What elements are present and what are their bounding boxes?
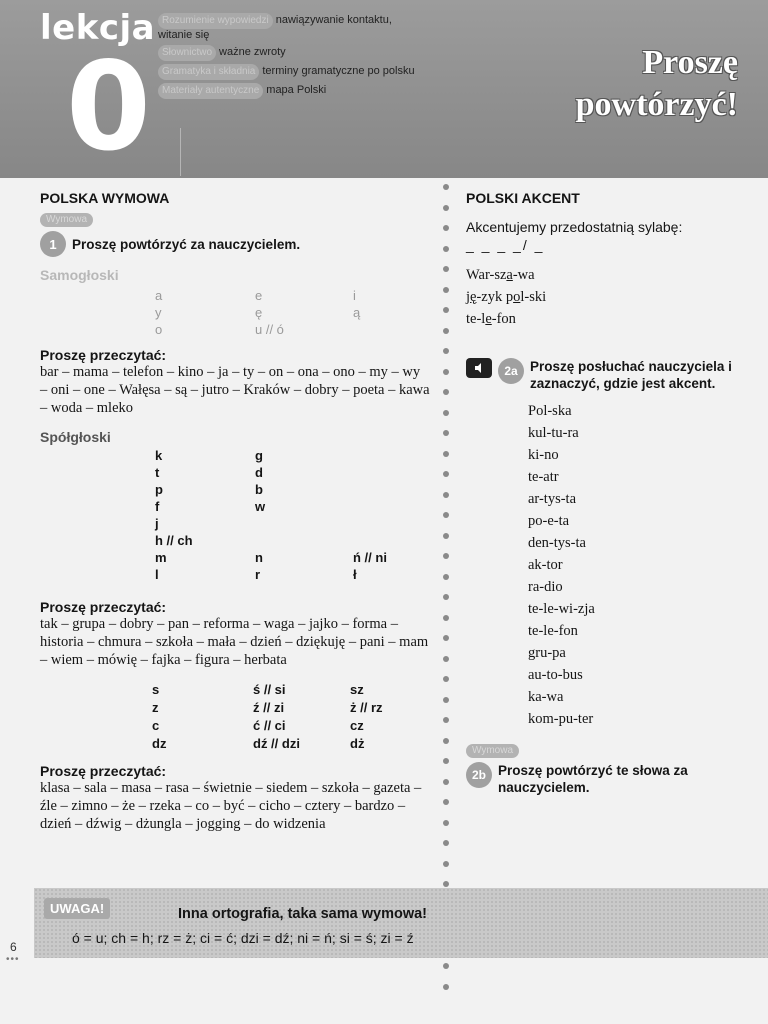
consonant: f [155, 499, 160, 514]
reading-heading: Proszę przeczytać: [40, 599, 167, 615]
section-title: POLSKI AKCENT [466, 190, 580, 206]
lesson-header [0, 0, 768, 178]
vowel: o [155, 322, 163, 337]
reading-text: bar – mama – telefon – kino – ja – ty – on – ona – ono – my – wy – oni – one – Wałęsa – są – jutro – Kraków – dobry – poeta – kawa – woda – mleko [40, 364, 430, 416]
word-item: te-atr [528, 469, 559, 485]
divider-dot [443, 533, 449, 539]
word-item: ak-tor [528, 557, 563, 573]
divider-dot [443, 287, 449, 293]
divider-dot [443, 574, 449, 580]
consonant: r [255, 567, 261, 582]
note-tag: UWAGA! [44, 898, 110, 919]
word-item: au-to-bus [528, 667, 583, 683]
vowel: y [155, 305, 162, 320]
vowels-grid [40, 289, 430, 339]
word-item: te-le-fon [528, 623, 578, 639]
consonant: z [152, 700, 159, 715]
topic-text: terminy gramatyczne po polsku [262, 65, 415, 77]
word-item: Pol-ska [528, 403, 572, 419]
syllable-word-list [528, 400, 746, 730]
consonant: k [155, 448, 163, 463]
accent-rule [466, 218, 746, 254]
divider-dot [443, 594, 449, 600]
lesson-topics [158, 12, 458, 101]
consonant: w [255, 499, 266, 514]
consonant: dź // dzi [253, 736, 300, 751]
word-item: te-le-wi-zja [528, 601, 595, 617]
word-item: ra-dio [528, 579, 563, 595]
vowels-heading: Samogłoski [40, 267, 119, 283]
vowel: u // ó [255, 322, 284, 337]
column-divider [441, 184, 451, 1004]
note-title: Inna ortografia, taka sama wymowa! [178, 906, 427, 922]
topic-text: nawiązywanie kontaktu, [275, 14, 392, 26]
exercise-instruction: Proszę powtórzyć za nauczycielem. [72, 236, 301, 252]
consonant: dż [350, 736, 365, 751]
page-title-line2: powtórzyć! [575, 86, 738, 123]
reading-text: tak – grupa – dobry – pan – reforma – waga – jajko – forma – historia – chmura – szkoła – mała – dzień – dziękuję – pani – mam – wiem – mówię – fajka – figura – herbata [40, 616, 429, 668]
note-box [34, 888, 768, 958]
divider-dot [443, 717, 449, 723]
consonant: h // ch [155, 533, 193, 548]
divider-dot [443, 697, 449, 703]
exercise-number-badge: 2a [498, 358, 524, 384]
page-number: 6 [10, 940, 17, 954]
header-divider [180, 128, 181, 176]
page-title-line1: Proszę [642, 44, 738, 81]
consonant: d [255, 465, 263, 480]
topic-item [158, 12, 458, 42]
divider-dot [443, 840, 449, 846]
divider-dot [443, 512, 449, 518]
topic-text-line2: witanie się [158, 29, 210, 41]
page-number-dots: ••• [6, 954, 20, 965]
topic-tag: Rozumienie wypowiedzi [158, 13, 273, 29]
accent-examples [466, 264, 746, 330]
word-item: ki-no [528, 447, 559, 463]
divider-dot [443, 820, 449, 826]
consonant: t [155, 465, 160, 480]
divider-dot [443, 410, 449, 416]
vowel: a [155, 288, 163, 303]
page-title [478, 42, 738, 126]
word-item: kul-tu-ra [528, 425, 579, 441]
consonant: m [155, 550, 167, 565]
divider-dot [443, 430, 449, 436]
topic-tag: Gramatyka i składnia [158, 64, 259, 80]
divider-dot [443, 225, 449, 231]
section-title: POLSKA WYMOWA [40, 190, 170, 206]
consonant: ś // si [253, 682, 286, 697]
skill-tag: Wymowa [40, 213, 93, 227]
divider-dot [443, 369, 449, 375]
divider-dot [443, 328, 449, 334]
divider-dot [443, 779, 449, 785]
lesson-number: 0 [66, 36, 151, 178]
consonant: sz [350, 682, 364, 697]
divider-dot [443, 307, 449, 313]
vowel: ą [353, 305, 361, 320]
consonants-grid [40, 447, 430, 587]
topic-text: mapa Polski [266, 84, 327, 96]
topic-item [158, 44, 458, 61]
consonant: l [155, 567, 159, 582]
accent-example: War-sza-wa [466, 267, 535, 283]
sibilants-grid [40, 681, 430, 753]
divider-dot [443, 758, 449, 764]
consonant: p [155, 482, 163, 497]
accent-example: ję-zyk pol-ski [466, 289, 547, 305]
divider-dot [443, 451, 449, 457]
audio-icon[interactable] [466, 358, 492, 378]
divider-dot [443, 205, 449, 211]
topic-item [158, 82, 458, 99]
lesson-label: lekcja [40, 8, 156, 48]
note-text: ó = u; ch = h; rz = ż; ci = ć; dzi = dź; ni = ń; si = ś; zi = ź [72, 930, 414, 946]
divider-dot [443, 881, 449, 887]
consonant: c [152, 718, 160, 733]
consonant: b [255, 482, 263, 497]
exercise-2b [466, 762, 746, 796]
word-item: ka-wa [528, 689, 564, 705]
divider-dot [443, 553, 449, 559]
consonant: g [255, 448, 263, 463]
accent-rule-text: Akcentujemy przedostatnią sylabę: [466, 219, 683, 235]
word-item: kom-pu-ter [528, 711, 594, 727]
divider-dot [443, 348, 449, 354]
topic-item [158, 63, 458, 80]
vowel: i [353, 288, 356, 303]
consonant: s [152, 682, 160, 697]
consonant: cz [350, 718, 364, 733]
consonant: dz [152, 736, 167, 751]
reading-heading: Proszę przeczytać: [40, 763, 167, 779]
accent-column [466, 190, 746, 802]
divider-dot [443, 492, 449, 498]
consonant: ź // zi [253, 700, 285, 715]
exercise-instruction: Proszę posłuchać nauczyciela i zaznaczyć, gdzie jest akcent. [530, 359, 732, 391]
pronunciation-column [40, 190, 430, 833]
divider-dot [443, 615, 449, 621]
exercise-number-badge: 1 [40, 231, 66, 257]
exercise-2a [466, 358, 746, 392]
consonant: n [255, 550, 263, 565]
consonant: ż // rz [350, 700, 383, 715]
divider-dot [443, 389, 449, 395]
word-item: den-tys-ta [528, 535, 586, 551]
word-item: ar-tys-ta [528, 491, 577, 507]
divider-dot [443, 984, 449, 990]
reading-heading: Proszę przeczytać: [40, 347, 167, 363]
divider-dot [443, 963, 449, 969]
divider-dot [443, 471, 449, 477]
consonant: ł [353, 567, 357, 582]
consonant: j [155, 516, 159, 531]
vowel: e [255, 288, 263, 303]
skill-tag: Wymowa [466, 744, 519, 758]
reading-text: klasa – sala – masa – rasa – świetnie – siedem – szkoła – gazeta – źle – zimno – że – rzeka – co – być – cicho – cztery – bardzo – dzień – dźwig – dżungla – jogging – do widzenia [40, 780, 422, 832]
exercise-instruction: Proszę powtórzyć te słowa za nauczycielem. [498, 763, 688, 795]
divider-dot [443, 861, 449, 867]
consonants-heading: Spółgłoski [40, 429, 111, 445]
accent-example: te-le-fon [466, 311, 516, 327]
exercise-number-badge: 2b [466, 762, 492, 788]
topic-tag: Słownictwo [158, 45, 216, 61]
word-item: gru-pa [528, 645, 566, 661]
divider-dot [443, 676, 449, 682]
divider-dot [443, 738, 449, 744]
topic-text: ważne zwroty [219, 46, 286, 58]
divider-dot [443, 246, 449, 252]
consonant: ń // ni [353, 550, 387, 565]
divider-dot [443, 184, 449, 190]
divider-dot [443, 635, 449, 641]
topic-tag: Materiały autentyczne [158, 83, 263, 99]
divider-dot [443, 656, 449, 662]
accent-pattern: _ _ _ _/ _ [466, 237, 545, 253]
word-item: po-e-ta [528, 513, 570, 529]
divider-dot [443, 266, 449, 272]
divider-dot [443, 799, 449, 805]
exercise-1 [40, 231, 430, 257]
vowel: ę [255, 305, 263, 320]
consonant: ć // ci [253, 718, 286, 733]
